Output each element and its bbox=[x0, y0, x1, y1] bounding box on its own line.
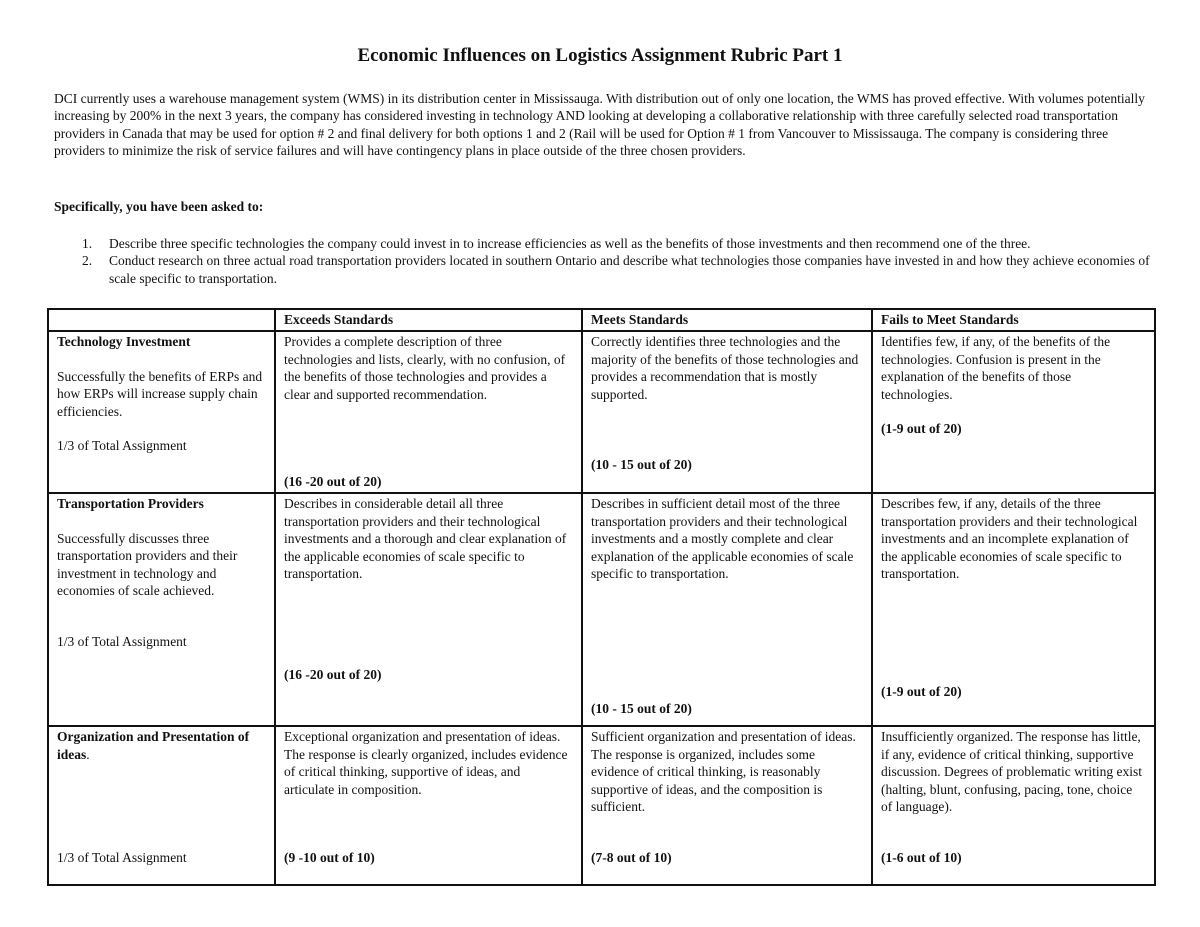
criterion-weight: 1/3 of Total Assignment bbox=[57, 438, 187, 454]
meets-score: (10 - 15 out of 20) bbox=[591, 457, 692, 473]
meets-text: Describes in sufficient detail most of the three transportation providers and their technological investments and a mostly complete and clear explanation of the applicable economies of scale specific to transportation. bbox=[591, 496, 854, 582]
document-title: Economic Influences on Logistics Assignment Rubric Part 1 bbox=[357, 45, 843, 66]
task-item-2 bbox=[54, 252, 1150, 287]
table-row bbox=[48, 331, 1155, 493]
intro-paragraph: DCI currently uses a warehouse management system (WMS) in its distribution center in Mississauga. With distribution out of only one location, the WMS has proved effective. With volumes potentially increasing by 200% in the next 3 years, the company has considered investing in technology AND looking at developing a collaborative relationship with three carefully selected road transportation providers in Canada that may be used for option # 2 and final delivery for both options 1 and 2 (Rail will be used for Option # 1 from Vancouver to Mississauga. The company is considering three providers to minimize the risk of service failures and will have contingency plans in place outside of the three chosen providers. bbox=[54, 91, 1145, 159]
criterion-weight: 1/3 of Total Assignment bbox=[57, 850, 187, 866]
fails-score: (1-6 out of 10) bbox=[881, 850, 962, 866]
exceeds-score: (16 -20 out of 20) bbox=[284, 667, 382, 683]
criterion-title-line bbox=[57, 728, 266, 763]
meets-cell bbox=[582, 493, 872, 726]
exceeds-cell bbox=[275, 726, 582, 885]
task-list bbox=[54, 235, 1150, 287]
criterion-cell bbox=[48, 493, 275, 726]
fails-text: Insufficiently organized. The response has little, if any, evidence of critical thinking, supportive discussion. Degrees of problematic writing exist (halting, blunt, confusing, pacing, tone, choice of language). bbox=[881, 729, 1142, 815]
criterion-cell bbox=[48, 331, 275, 493]
asked-heading: Specifically, you have been asked to: bbox=[54, 199, 264, 214]
exceeds-cell bbox=[275, 331, 582, 493]
exceeds-score: (16 -20 out of 20) bbox=[284, 474, 382, 490]
table-row bbox=[48, 493, 1155, 726]
exceeds-text: Exceptional organization and presentation of ideas. The response is clearly organized, includes evidence of critical thinking, supportive of ideas, and articulate in composition. bbox=[284, 729, 568, 797]
criterion-description: Successfully the benefits of ERPs and how ERPs will increase supply chain efficiencies. bbox=[57, 368, 263, 419]
fails-cell bbox=[872, 726, 1155, 885]
exceeds-cell bbox=[275, 493, 582, 726]
exceeds-score: (9 -10 out of 10) bbox=[284, 850, 375, 866]
meets-text: Correctly identifies three technologies and the majority of the benefits of those technologies and provides a recommendation that is mostly supported. bbox=[591, 334, 859, 402]
header-row bbox=[48, 309, 1155, 331]
task-item-1 bbox=[54, 235, 1150, 252]
criterion-weight: 1/3 of Total Assignment bbox=[57, 634, 187, 650]
header-meets: Meets Standards bbox=[582, 309, 872, 331]
header-exceeds: Exceeds Standards bbox=[275, 309, 582, 331]
exceeds-text: Provides a complete description of three technologies and lists, clearly, with no confusion, of the benefits of those technologies and provides a clear and supported recommendation. bbox=[284, 334, 566, 402]
exceeds-text: Describes in considerable detail all three transportation providers and their technological investments and a thorough and clear explanation of the applicable economies of scale specific to transportation. bbox=[284, 496, 567, 582]
task-number: 2. bbox=[82, 253, 93, 269]
meets-cell bbox=[582, 726, 872, 885]
header-criteria bbox=[48, 309, 275, 331]
criterion-description: Successfully discusses three transportation providers and their investment in technology and economies of scale achieved. bbox=[57, 530, 238, 599]
fails-score: (1-9 out of 20) bbox=[881, 684, 962, 700]
criterion-title: Transportation Providers bbox=[57, 496, 204, 512]
fails-cell bbox=[872, 493, 1155, 726]
meets-cell bbox=[582, 331, 872, 493]
fails-cell bbox=[872, 331, 1155, 493]
criterion-title-suffix: . bbox=[86, 746, 90, 762]
fails-text: Describes few, if any, details of the three transportation providers and their technological investments and an incomplete explanation of the applicable economies of scale specific to transportation. bbox=[881, 496, 1138, 582]
meets-score: (7-8 out of 10) bbox=[591, 850, 672, 866]
task-number: 1. bbox=[82, 236, 93, 251]
criterion-title: Organization and Presentation of ideas bbox=[57, 729, 250, 762]
criterion-title: Technology Investment bbox=[57, 334, 191, 350]
fails-text: Identifies few, if any, of the benefits of the technologies. Confusion is present in the explanation of the benefits of those technologies. bbox=[881, 334, 1111, 402]
table-row bbox=[48, 726, 1155, 885]
task-text: Conduct research on three actual road transportation providers located in southern Ontario and describe what technologies those companies have invested in and how they achieve economies of scale specific to transportation. bbox=[109, 253, 1150, 286]
meets-score: (10 - 15 out of 20) bbox=[591, 701, 692, 717]
fails-score: (1-9 out of 20) bbox=[881, 421, 962, 437]
header-fails: Fails to Meet Standards bbox=[872, 309, 1155, 331]
criterion-cell bbox=[48, 726, 275, 885]
rubric-table bbox=[47, 308, 1156, 886]
task-text: Describe three specific technologies the company could invest in to increase efficiencies as well as the benefits of those investments and then recommend one of the three. bbox=[109, 236, 1031, 251]
meets-text: Sufficient organization and presentation of ideas. The response is organized, includes some evidence of critical thinking, is reasonably supportive of ideas, and the composition is sufficient. bbox=[591, 729, 856, 815]
